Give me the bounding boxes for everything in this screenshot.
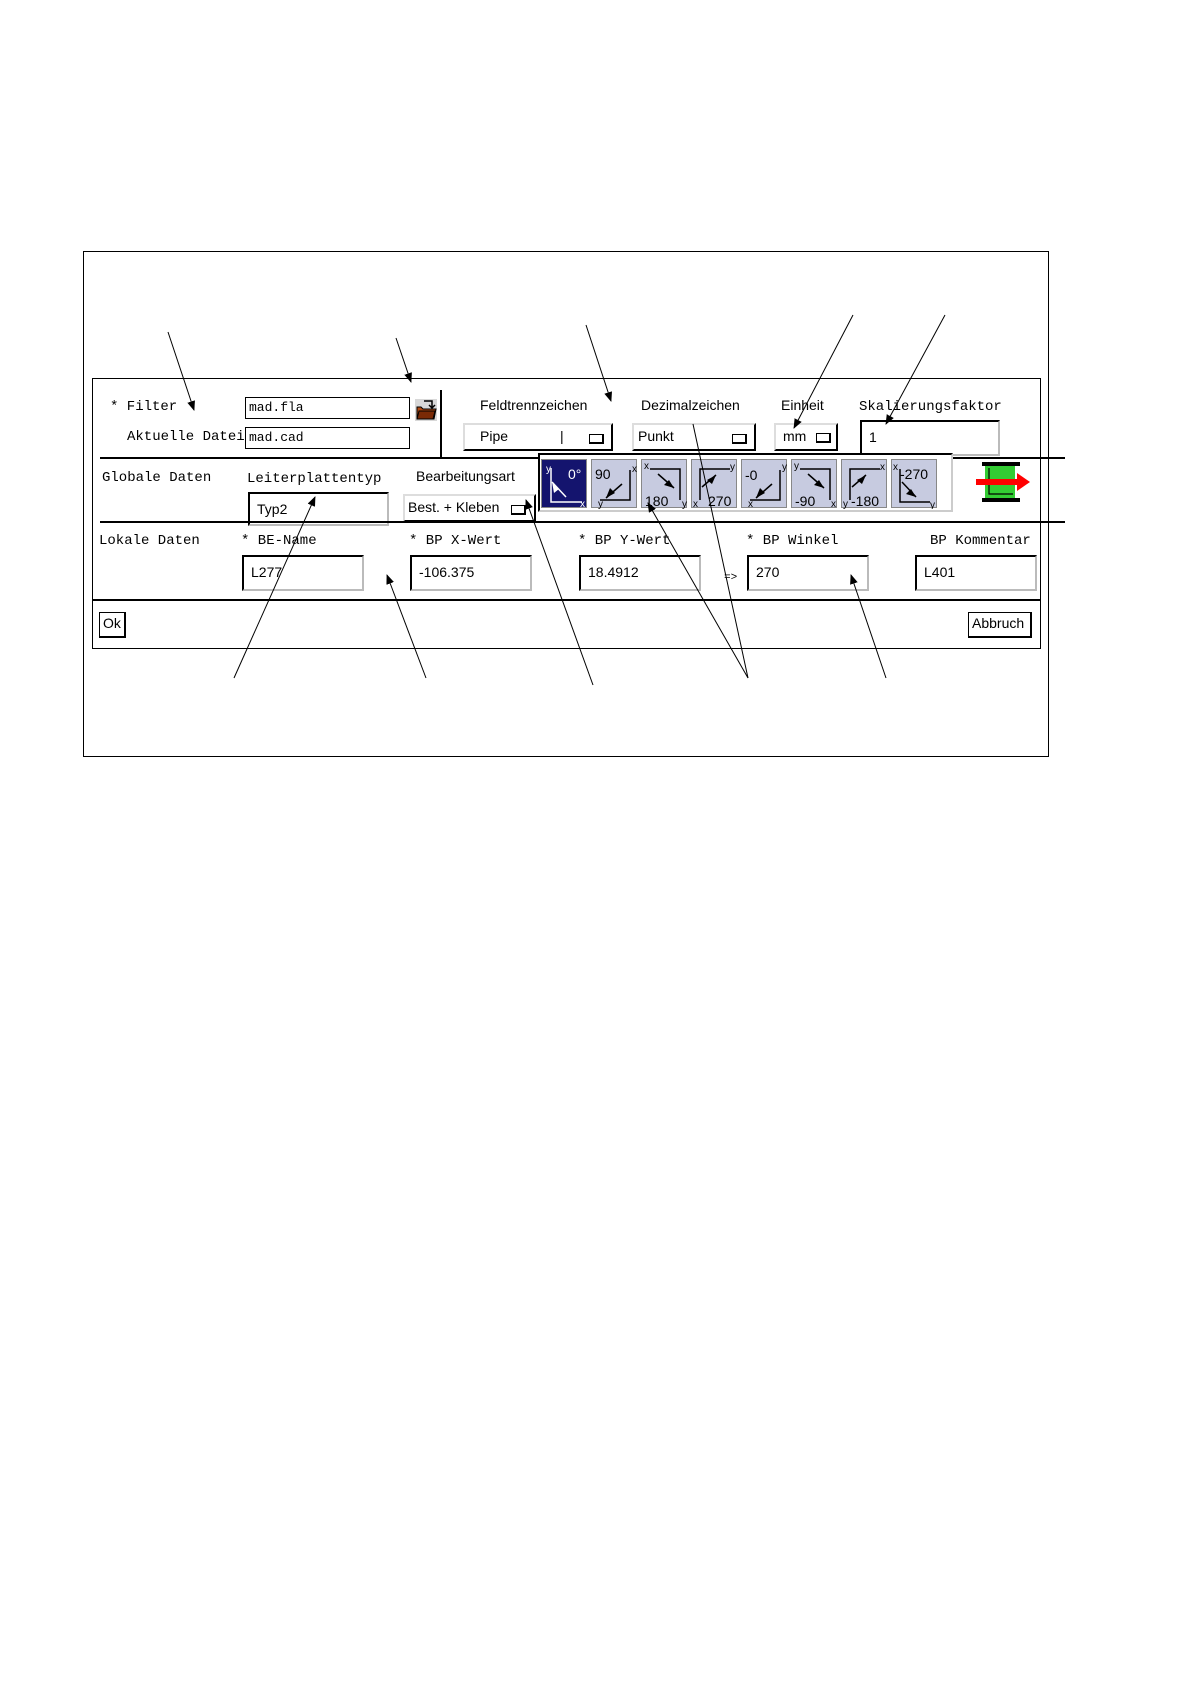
rotation-label: 270 bbox=[708, 493, 732, 509]
field-separator-label: Feldtrennzeichen bbox=[480, 397, 588, 413]
axis-x-label: x bbox=[831, 499, 836, 509]
callout-line bbox=[526, 500, 593, 685]
axis-x-label: x bbox=[748, 499, 753, 509]
y-value-input[interactable]: 18.4912 bbox=[579, 555, 701, 591]
callout-line bbox=[851, 575, 886, 678]
cancel-button[interactable]: Abbruch bbox=[968, 612, 1032, 638]
angle-input[interactable]: 270 bbox=[747, 555, 869, 591]
x-value-input[interactable]: -106.375 bbox=[410, 555, 532, 591]
filter-input[interactable]: mad.fla bbox=[245, 397, 410, 419]
callout-line bbox=[693, 424, 748, 678]
field-separator-value: Pipe bbox=[480, 428, 509, 444]
x-value-label: * BP X-Wert bbox=[409, 533, 502, 549]
rotation-label: -270 bbox=[900, 466, 929, 482]
filter-label: * Filter bbox=[110, 399, 178, 415]
axis-y-label: y bbox=[843, 499, 848, 509]
axis-y-label: y bbox=[930, 500, 935, 509]
be-name-input[interactable]: L277 bbox=[242, 555, 364, 591]
board-type-input[interactable]: Typ2 bbox=[248, 492, 389, 526]
global-data-label: Globale Daten bbox=[102, 470, 212, 486]
callout-line bbox=[234, 497, 315, 678]
axis-x-label: x bbox=[644, 461, 649, 472]
callout-line bbox=[648, 503, 748, 678]
rotation-label: -180 bbox=[851, 493, 880, 509]
board-type-label: Leiterplattentyp bbox=[247, 471, 382, 487]
local-data-label: Lokale Daten bbox=[99, 533, 200, 549]
scale-label: Skalierungsfaktor bbox=[859, 399, 1002, 415]
decimal-value: Punkt bbox=[638, 428, 674, 444]
arrow-indicator: => bbox=[724, 572, 738, 584]
current-file-label: Aktuelle Datei bbox=[127, 429, 245, 445]
ok-button[interactable]: Ok bbox=[99, 612, 126, 638]
callout-line bbox=[168, 332, 194, 410]
be-name-label: * BE-Name bbox=[241, 533, 317, 549]
axis-x-label: x bbox=[693, 499, 698, 509]
axis-y-label: y bbox=[794, 461, 799, 472]
callout-line bbox=[387, 575, 426, 678]
comment-input[interactable]: L401 bbox=[915, 555, 1037, 591]
callout-line bbox=[886, 315, 945, 424]
rotation-label: 180 bbox=[645, 493, 669, 509]
axis-x-label: x bbox=[580, 499, 585, 509]
unit-label: Einheit bbox=[781, 397, 824, 413]
y-value-label: * BP Y-Wert bbox=[578, 533, 671, 549]
rotation-label: -0 bbox=[745, 467, 758, 483]
rotation-label: 90 bbox=[595, 466, 611, 482]
axis-x-label: x bbox=[893, 462, 898, 473]
rotation-label: -90 bbox=[795, 493, 816, 509]
callout-line bbox=[794, 315, 853, 428]
axis-y-label: y bbox=[730, 462, 735, 473]
scale-input[interactable]: 1 bbox=[860, 420, 1000, 456]
decimal-label: Dezimalzeichen bbox=[641, 397, 740, 413]
axis-y-label: y bbox=[682, 499, 687, 509]
axis-y-label: y bbox=[598, 499, 603, 509]
unit-value: mm bbox=[783, 428, 807, 444]
field-separator-char: | bbox=[560, 428, 564, 444]
processing-value: Best. + Kleben bbox=[408, 499, 500, 515]
axis-x-label: x bbox=[632, 464, 637, 475]
axis-x-label: x bbox=[880, 462, 885, 473]
comment-label: BP Kommentar bbox=[930, 533, 1031, 549]
axis-y-label: y bbox=[546, 464, 551, 475]
angle-label: * BP Winkel bbox=[746, 533, 839, 549]
rotation-label: 0° bbox=[568, 466, 582, 482]
callout-line bbox=[586, 325, 611, 401]
callout-line bbox=[396, 338, 411, 382]
processing-label: Bearbeitungsart bbox=[416, 468, 515, 484]
current-file-input[interactable]: mad.cad bbox=[245, 427, 410, 449]
axis-y-label: y bbox=[782, 462, 787, 473]
